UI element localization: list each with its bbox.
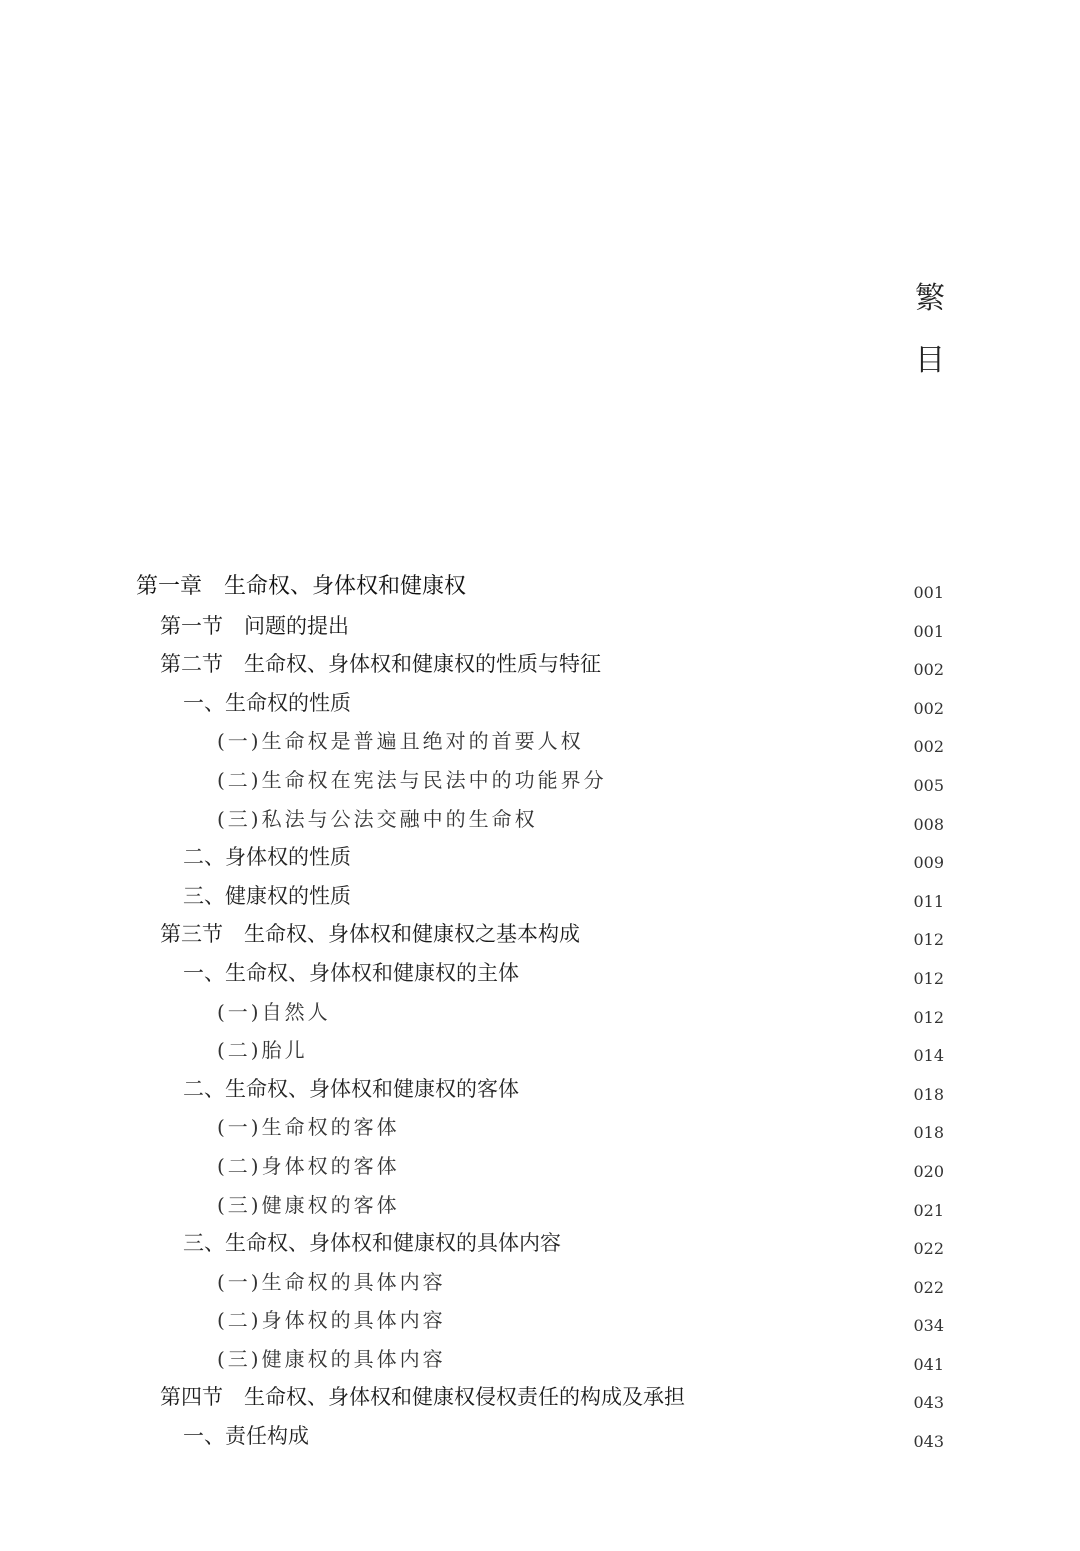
toc-entry-section[interactable] (0, 607, 1080, 646)
toc-entry-title: (一)自然人 (217, 999, 331, 1024)
toc-entry-title: 二、生命权、身体权和健康权的客体 (183, 1076, 519, 1101)
toc-entry-section[interactable] (0, 645, 1080, 684)
toc-entry-subitem[interactable] (0, 1108, 1080, 1147)
toc-entry-subitem[interactable] (0, 993, 1080, 1032)
toc-entry-item[interactable] (0, 1417, 1080, 1456)
toc-entry-subitem[interactable] (0, 761, 1080, 800)
toc-entry-title: (一)生命权的客体 (217, 1115, 400, 1140)
toc-page-number: 014 (913, 1046, 944, 1066)
toc-entry-section[interactable] (0, 915, 1080, 954)
toc-page-number: 001 (913, 621, 944, 641)
toc-page-number: 012 (913, 968, 944, 988)
toc-page-number: 012 (913, 930, 944, 950)
toc-entry-title: (二)胎儿 (217, 1038, 308, 1063)
toc-page-number: 022 (913, 1239, 944, 1259)
toc-entry-title: (二)身体权的具体内容 (217, 1308, 446, 1333)
toc-page-number: 034 (913, 1316, 944, 1336)
toc-entry-title: (三)健康权的客体 (217, 1192, 400, 1217)
toc-entry-title: 第一节 问题的提出 (160, 613, 349, 638)
toc-page-number: 008 (913, 814, 944, 834)
toc-page-number: 022 (913, 1277, 944, 1297)
toc-entry-title: (一)生命权的具体内容 (217, 1269, 446, 1294)
vertical-title (905, 268, 955, 392)
toc-entry-item[interactable] (0, 1070, 1080, 1109)
toc-entry-section[interactable] (0, 1378, 1080, 1417)
toc-entry-item[interactable] (0, 877, 1080, 916)
toc-entry-title: 二、身体权的性质 (183, 845, 351, 870)
toc-entry-subitem[interactable] (0, 722, 1080, 761)
toc-page-number: 020 (913, 1161, 944, 1181)
vertical-title-char: 目 (915, 343, 945, 378)
toc-page-number: 018 (913, 1084, 944, 1104)
toc-page-number: 002 (913, 698, 944, 718)
toc-entry-title: 一、生命权、身体权和健康权的主体 (183, 960, 519, 985)
toc-page-number: 041 (913, 1354, 944, 1374)
toc-entry-subitem[interactable] (0, 800, 1080, 839)
toc-entry-subitem[interactable] (0, 1147, 1080, 1186)
toc-entry-item[interactable] (0, 838, 1080, 877)
toc-entry-title: (一)生命权是普遍且绝对的首要人权 (217, 729, 584, 754)
toc-entry-title: 一、生命权的性质 (183, 690, 351, 715)
toc-page-number: 005 (913, 775, 944, 795)
toc-entry-title: 第四节 生命权、身体权和健康权侵权责任的构成及承担 (160, 1385, 685, 1410)
toc-page-number: 021 (913, 1200, 944, 1220)
toc-entry-title: 第一章 生命权、身体权和健康权 (136, 574, 467, 599)
toc-entry-subitem[interactable] (0, 1263, 1080, 1302)
toc-page-number: 009 (913, 853, 944, 873)
toc-entry-title: (二)生命权在宪法与民法中的功能界分 (217, 767, 607, 792)
toc-page-number: 043 (913, 1393, 944, 1413)
toc-entry-title: 第三节 生命权、身体权和健康权之基本构成 (160, 922, 580, 947)
toc-page-number: 011 (913, 891, 944, 911)
toc-page-number: 001 (913, 583, 944, 602)
table-of-contents (0, 568, 1080, 1456)
toc-page-number: 018 (913, 1123, 944, 1143)
toc-page-number: 002 (913, 660, 944, 680)
toc-page-number: 012 (913, 1007, 944, 1027)
toc-entry-title: 三、生命权、身体权和健康权的具体内容 (183, 1231, 561, 1256)
toc-entry-subitem[interactable] (0, 1031, 1080, 1070)
toc-entry-subitem[interactable] (0, 1301, 1080, 1340)
toc-entry-subitem[interactable] (0, 1186, 1080, 1225)
toc-entry-title: 一、责任构成 (183, 1424, 309, 1449)
toc-entry-item[interactable] (0, 684, 1080, 723)
toc-page-number: 002 (913, 737, 944, 757)
toc-entry-title: (二)身体权的客体 (217, 1153, 400, 1178)
toc-entry-subitem[interactable] (0, 1340, 1080, 1379)
toc-entry-title: (三)健康权的具体内容 (217, 1346, 446, 1371)
toc-page-number: 043 (913, 1432, 944, 1452)
toc-entry-item[interactable] (0, 954, 1080, 993)
toc-entry-title: (三)私法与公法交融中的生命权 (217, 806, 538, 831)
toc-entry-title: 第二节 生命权、身体权和健康权的性质与特征 (160, 652, 601, 677)
toc-entry-item[interactable] (0, 1224, 1080, 1263)
toc-entry-chapter[interactable] (0, 568, 1080, 607)
toc-entry-title: 三、健康权的性质 (183, 883, 351, 908)
vertical-title-char: 繁 (915, 281, 945, 316)
